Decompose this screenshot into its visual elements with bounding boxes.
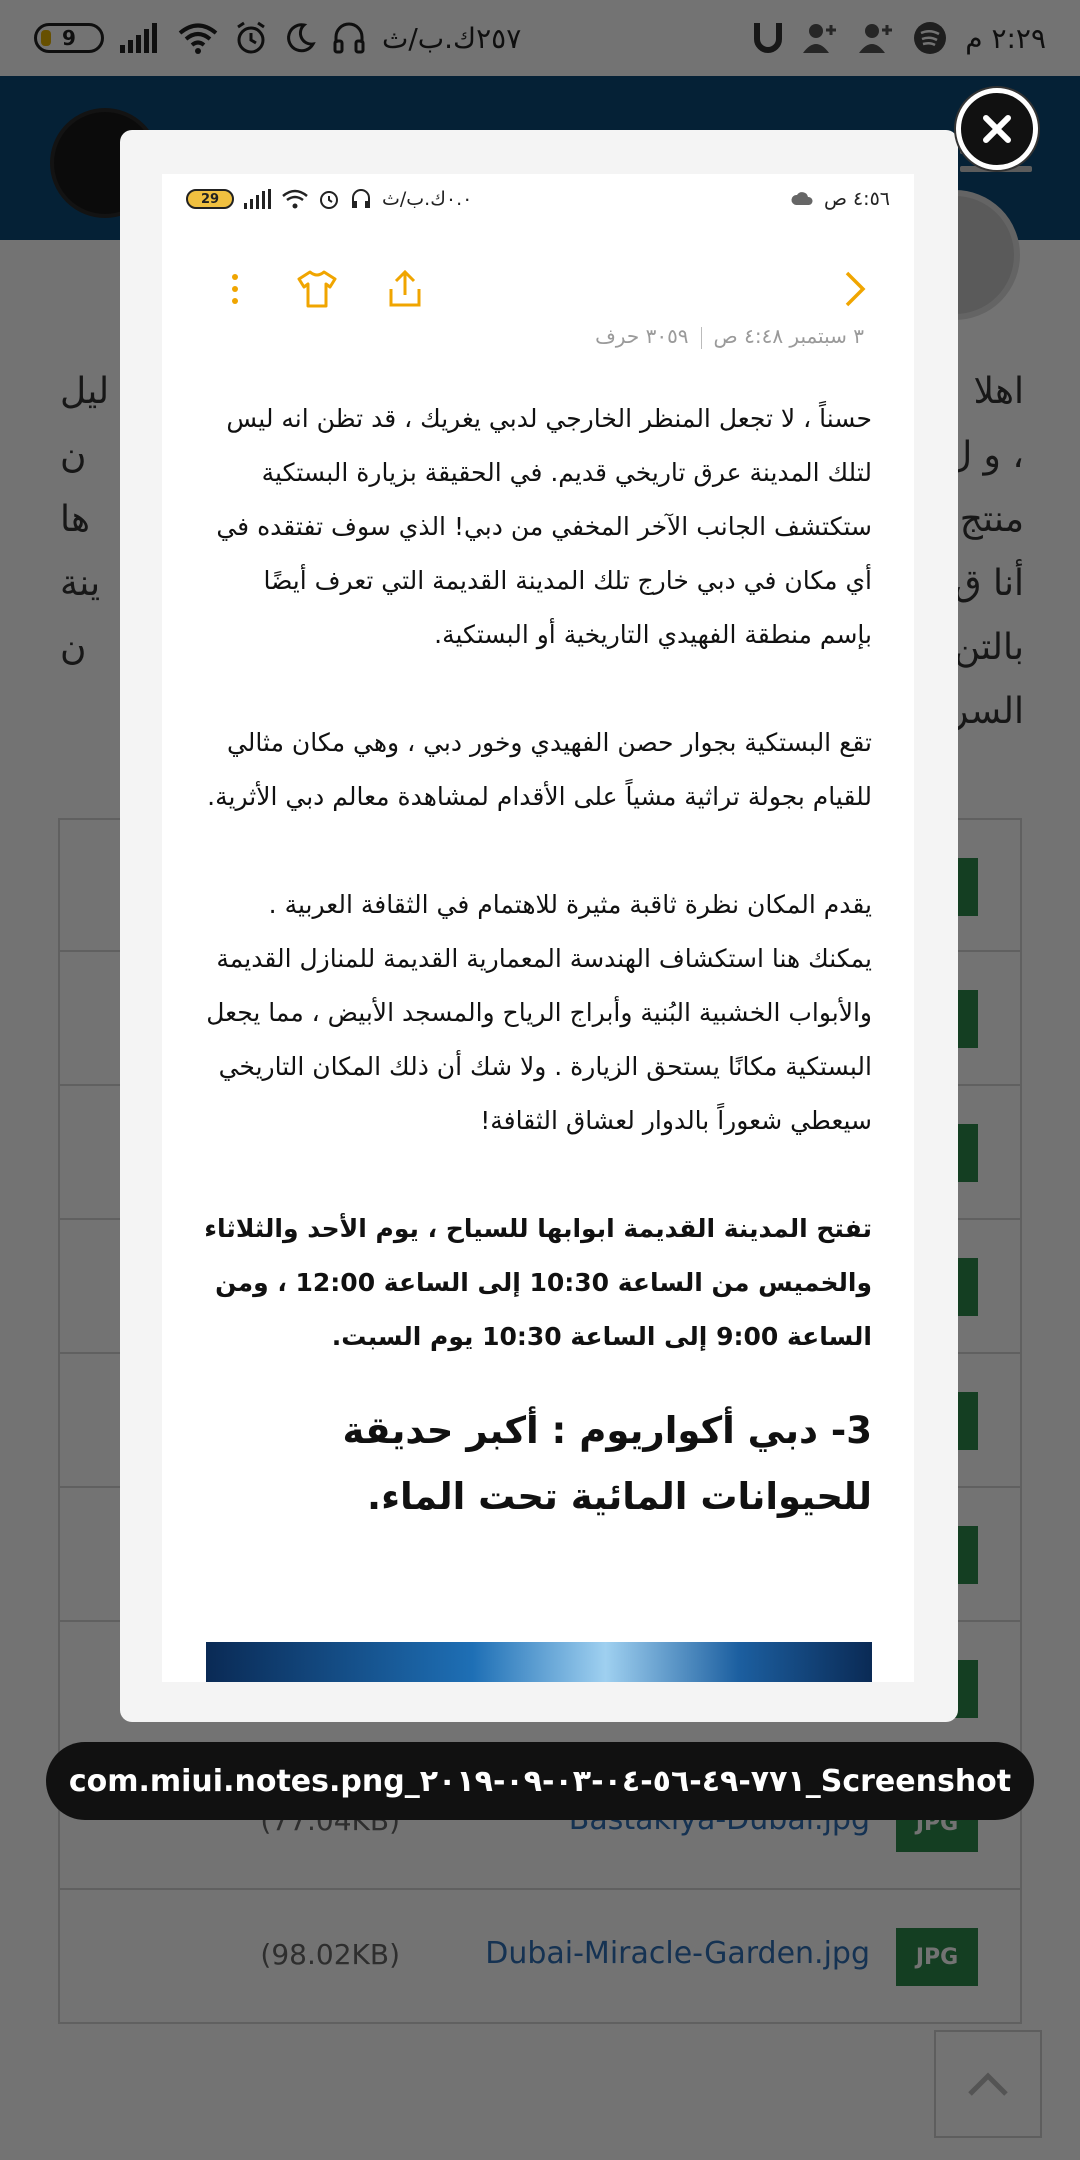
note-char-count: ٣٠٥٩ حرف [595, 324, 689, 348]
inner-alarm-icon [318, 188, 340, 210]
share-icon[interactable] [380, 264, 430, 314]
toast-text: com.miui.notes.png_٧٧١-٤٩-٥٦-٠٤-٠٣-٠٩-٢٠١٩_Screenshot [68, 1763, 1012, 1799]
note-body [204, 392, 872, 1530]
section-heading: 3- دبي أكواريوم : أكبر حديقة للحيوانات المائية تحت الماء. [342, 1409, 872, 1518]
inner-headset-icon [350, 188, 372, 210]
inner-signal-icon [244, 189, 272, 209]
shirt-icon[interactable] [292, 264, 342, 314]
paragraph: يقدم المكان نظرة ثاقبة مثيرة للاهتمام في الثقافة العربية . يمكنك هنا استكشاف الهندسة المعمارية القديمة للمنازل القديمة والأبواب الخشبية البُنية وأبراج الرياح والمسجد الأبيض ، مما يجعل البستكية مكانًا يستحق الزيارة . ولا شك أن ذلك المكان التاريخي سيعطي شعوراً بالدوار لعشاق الثقافة! [206, 890, 872, 1135]
note-meta [595, 324, 864, 349]
opening-hours: تفتح المدينة القديمة ابوابها للسياح ، يوم الأحد والثلاثاء والخميس من الساعة 10:30 إلى الساعة 12:00 ، ومن الساعة 9:00 إلى الساعة 10:30 يوم السبت. [204, 1214, 872, 1351]
inner-cloud-icon [790, 191, 814, 207]
filename-toast [46, 1742, 1034, 1820]
chevron-right-icon[interactable] [828, 264, 878, 314]
inner-battery-icon: 29 [186, 189, 234, 209]
inner-wifi-icon [282, 189, 308, 209]
aquarium-image [206, 1642, 872, 1682]
paragraph: تقع البستكية بجوار حصن الفهيدي وخور دبي ، وهي مكان مثالي للقيام بجولة تراثية مشياً على الأقدام لمشاهدة معالم دبي الأثرية. [207, 728, 872, 811]
note-toolbar [162, 254, 914, 324]
paragraph: حسناً ، لا تجعل المنظر الخارجي لدبي يغريك ، قد تظن انه ليس لتلك المدينة عرق تاريخي قديم. في الحقيقة بزيارة البستكية ستكتشف الجانب الآخر المخفي من دبي! الذي سوف تفتقده في أي مكان في دبي خارج تلك المدينة القديمة التي تعرف أيضًا بإسم منطقة الفهيدي التاريخية أو البستكية. [216, 404, 872, 649]
more-icon[interactable] [210, 264, 260, 314]
image-viewer-modal [120, 130, 958, 1722]
close-icon [980, 112, 1014, 146]
inner-data-speed: ٠.٠ك.ب/ث [382, 188, 473, 210]
inner-clock: ٤:٥٦ ص [823, 188, 890, 210]
screenshot-image [162, 174, 914, 1682]
close-button[interactable] [956, 88, 1038, 170]
inner-status-bar [162, 174, 914, 234]
note-date: ٣ سبتمبر ٤:٤٨ ص [713, 324, 864, 348]
